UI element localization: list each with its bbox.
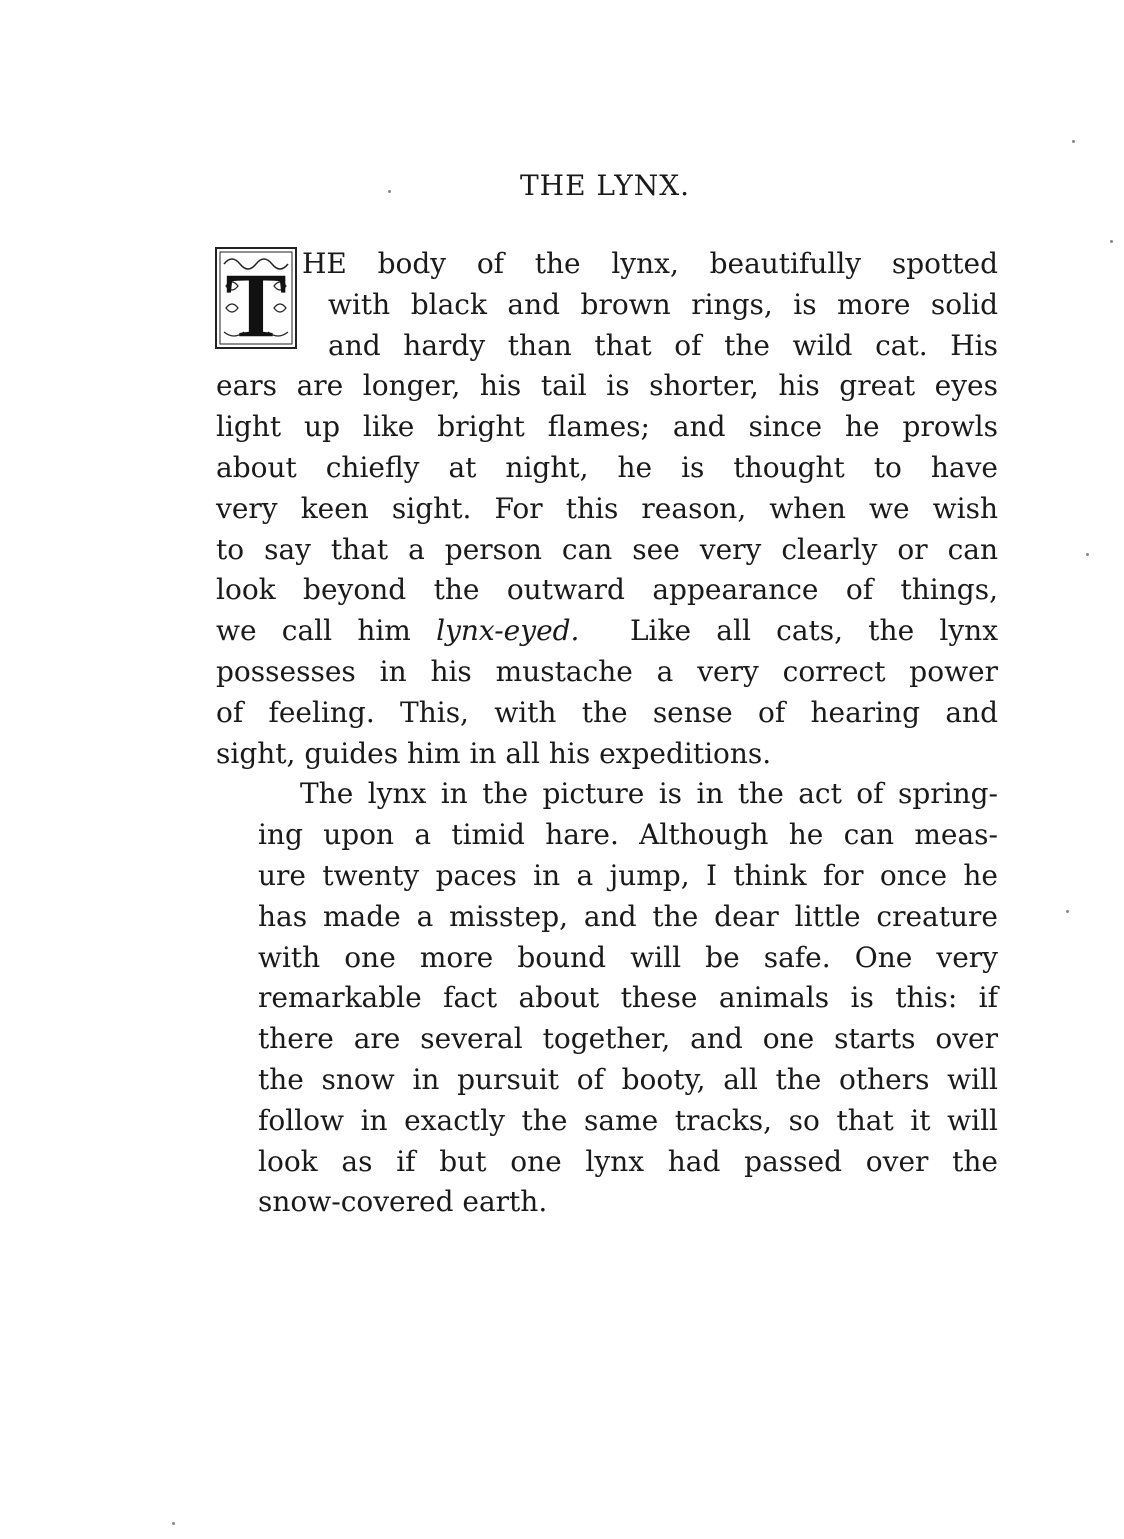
text-line: possesses in his mustache a very correct power xyxy=(216,654,998,688)
text-line: has made a misstep, and the dear little creature xyxy=(258,899,998,933)
paragraph-1 xyxy=(216,244,998,774)
paragraph-2 xyxy=(216,774,998,1223)
text-line: The lynx in the picture is in the act of spring- xyxy=(300,777,998,811)
speck xyxy=(1072,140,1075,143)
text-line: follow in exactly the same tracks, so that it will xyxy=(258,1103,998,1137)
text-line-with-italic xyxy=(216,611,998,652)
text-line: snow-covered earth. xyxy=(258,1185,548,1219)
text-line: about chiefly at night, he is thought to have xyxy=(216,450,998,484)
text-line: and hardy than that of the wild cat. His xyxy=(328,328,998,362)
text-line: ears are longer, his tail is shorter, his great eyes xyxy=(216,369,998,403)
speck xyxy=(1110,240,1113,243)
drop-cap-letter: T xyxy=(225,254,287,350)
italic-phrase: lynx-eyed. xyxy=(436,614,580,648)
text-line: remarkable fact about these animals is this: if xyxy=(258,981,998,1015)
text-line: sight, guides him in all his expeditions. xyxy=(216,736,772,770)
text-line: very keen sight. For this reason, when we wish xyxy=(216,491,998,525)
text-fragment: we call him xyxy=(216,614,437,648)
text-line: ure twenty paces in a jump, I think for once he xyxy=(258,858,998,892)
text-fragment: Like all cats, the lynx xyxy=(579,614,998,648)
speck xyxy=(388,190,391,193)
text-line: with black and brown rings, is more solid xyxy=(328,287,998,321)
speck xyxy=(172,1522,175,1525)
text-line: the snow in pursuit of booty, all the others will xyxy=(258,1062,998,1096)
speck xyxy=(1086,553,1089,556)
speck xyxy=(1066,910,1069,913)
text-line: look beyond the outward appearance of things, xyxy=(216,573,998,607)
text-line: look as if but one lynx had passed over the xyxy=(258,1144,998,1178)
body-text xyxy=(216,244,998,1223)
text-line: HE body of the lynx, beautifully spotted xyxy=(302,247,998,280)
text-line: of feeling. This, with the sense of hearing and xyxy=(216,695,998,729)
page-title: THE LYNX. xyxy=(519,169,691,202)
text-line: ing upon a timid hare. Although he can meas- xyxy=(258,818,998,852)
text-line: with one more bound will be safe. One very xyxy=(258,940,998,974)
text-line: to say that a person can see very clearly or can xyxy=(216,532,998,566)
text-line: there are several together, and one starts over xyxy=(258,1022,998,1056)
text-line: light up like bright flames; and since he prowls xyxy=(216,410,998,444)
